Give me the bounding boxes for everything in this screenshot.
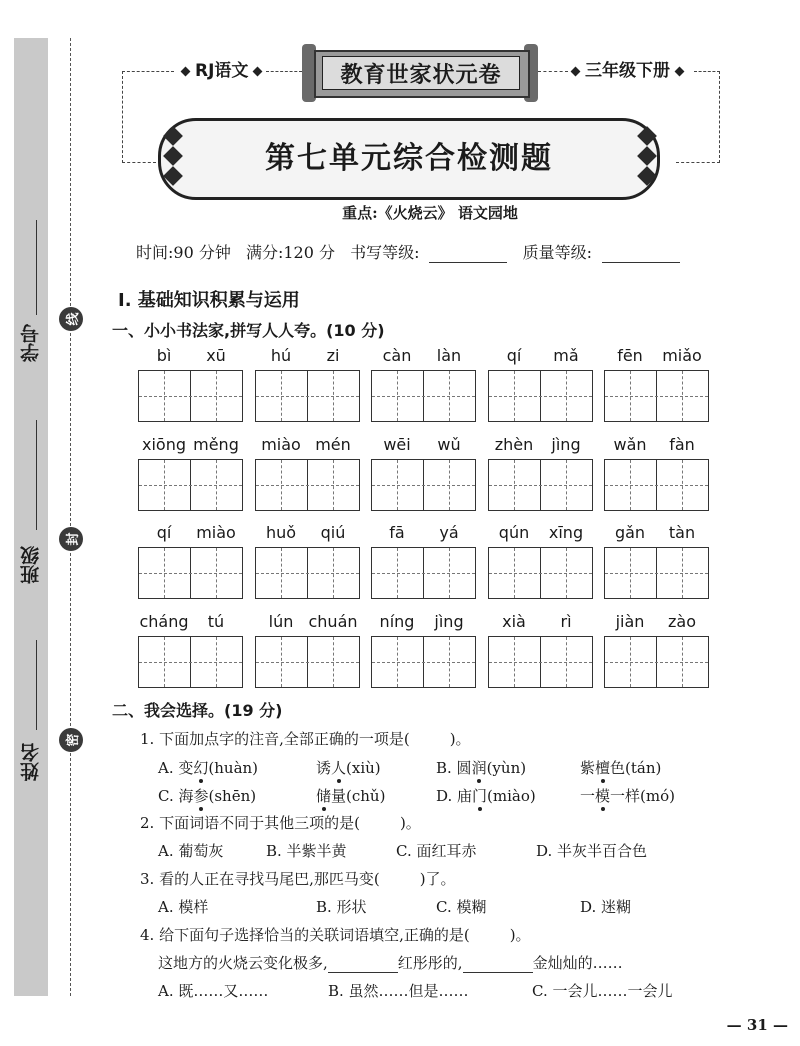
part-title: Ⅰ. 基础知识积累与运用 [118,290,300,311]
q2-3-option-a[interactable]: A. 模样 [158,898,209,916]
pinyin-syllable: měng [193,435,239,454]
q2-3-option-b[interactable]: B. 形状 [316,898,367,916]
q2-1-option-d2[interactable]: 一模一样(mó) [580,787,675,805]
character-writing-box[interactable] [488,370,593,422]
pinyin-syllable: lún [268,612,294,631]
pinyin-syllable: qí [156,523,172,542]
time-limit: 时间:90 分钟 [136,243,231,262]
fill-blank[interactable] [328,958,398,973]
character-writing-box[interactable] [488,547,593,599]
q2-4-option-a[interactable]: A. 既……又…… [158,982,269,1000]
pinyin-syllable: làn [436,346,462,365]
pinyin-syllable: wǎn [613,435,647,454]
full-score: 满分:120 分 [245,243,335,262]
q2-1-option-b2[interactable]: 紫檀色(tán) [580,759,662,777]
pinyin-syllable: jìng [551,435,581,454]
focus-topics: 重点:《火烧云》 语文园地 [342,204,518,222]
subject-tag: RJ语文 [176,60,267,82]
student-id-label: 学号 [20,324,42,362]
q2-1-option-c1[interactable]: C. 海参(shēn) [158,787,257,805]
pinyin-syllable: huǒ [265,523,297,542]
q2-3-stem: 3. 看的人正在寻找马尾巴,那匹马变( )了。 [140,870,456,888]
fill-blank[interactable] [463,958,533,973]
seal-seal-mark: 封 [59,527,83,551]
pinyin-syllable: qún [498,523,530,542]
name-label: 姓名 [20,743,42,781]
pinyin-syllable: xīng [548,523,584,542]
character-writing-box[interactable] [255,636,360,688]
character-writing-box[interactable] [604,459,709,511]
pinyin-syllable: xiōng [142,435,186,454]
character-writing-box[interactable] [138,547,243,599]
q2-1-option-a1[interactable]: A. 变幻(huàn) [158,759,259,777]
pinyin-syllable: fēn [617,346,643,365]
grade-tag: 三年级下册 [566,60,689,82]
q2-3-option-d[interactable]: D. 迷糊 [580,898,632,916]
q2-4-option-b[interactable]: B. 虽然……但是…… [328,982,469,1000]
character-writing-box[interactable] [488,459,593,511]
q2-1-option-a2[interactable]: 诱人(xiù) [316,759,381,777]
pinyin-syllable: bì [156,346,172,365]
pinyin-syllable: mǎ [553,346,579,365]
q2-2-option-c[interactable]: C. 面红耳赤 [396,842,477,860]
pinyin-syllable: zhèn [494,435,534,454]
pinyin-syllable: miào [196,523,236,542]
character-writing-box[interactable] [138,459,243,511]
character-writing-box[interactable] [371,459,476,511]
pinyin-syllable: wǔ [437,435,461,454]
character-writing-box[interactable] [138,370,243,422]
pinyin-syllable: càn [382,346,412,365]
series-title: 教育世家状元卷 [322,56,520,90]
pinyin-syllable: miào [261,435,301,454]
pinyin-syllable: gǎn [614,523,646,542]
q2-1-option-b1[interactable]: B. 圆润(yùn) [436,759,527,777]
seal-line-mark: 线 [59,307,83,331]
q2-4-stem: 4. 给下面句子选择恰当的关联词语填空,正确的是( )。 [140,926,531,944]
quality-grade-label: 质量等级: [522,243,592,262]
q2-2-option-a[interactable]: A. 葡萄灰 [158,842,224,860]
page-title: 第七单元综合检测题 [265,141,553,176]
pinyin-syllable: fàn [669,435,695,454]
q2-1-stem: 1. 下面加点字的注音,全部正确的一项是( )。 [140,730,471,748]
pinyin-syllable: qí [506,346,522,365]
pinyin-syllable: miǎo [662,346,702,365]
character-writing-box[interactable] [371,636,476,688]
pinyin-syllable: mén [315,435,351,454]
pinyin-syllable: fā [389,523,405,542]
character-writing-box[interactable] [604,370,709,422]
q2-2-stem: 2. 下面词语不同于其他三项的是( )。 [140,814,421,832]
character-writing-box[interactable] [604,547,709,599]
character-writing-box[interactable] [604,636,709,688]
q2-1-option-c2[interactable]: 储量(chǔ) [316,787,386,805]
question-2-title: 二、我会选择。(19 分) [112,701,283,720]
pinyin-syllable: jìng [434,612,464,631]
q2-4-sentence: 这地方的火烧云变化极多, 红彤彤的, 金灿灿的…… [158,954,623,972]
pinyin-syllable: qiú [320,523,346,542]
q2-4-option-c[interactable]: C. 一会儿……一会儿 [532,982,673,1000]
seal-secret-mark: 密 [59,728,83,752]
writing-grade-label: 书写等级: [350,243,420,262]
pinyin-syllable: wēi [383,435,411,454]
pinyin-syllable: cháng [139,612,189,631]
pinyin-syllable: zi [326,346,340,365]
q2-2-option-b[interactable]: B. 半紫半黄 [266,842,347,860]
q2-2-option-d[interactable]: D. 半灰半百合色 [536,842,648,860]
character-writing-box[interactable] [371,547,476,599]
pinyin-syllable: hú [270,346,292,365]
character-writing-box[interactable] [255,547,360,599]
pinyin-syllable: xū [206,346,226,365]
character-writing-box[interactable] [371,370,476,422]
pinyin-syllable: zào [668,612,696,631]
pinyin-syllable: tàn [668,523,696,542]
pinyin-syllable: tú [207,612,225,631]
character-writing-box[interactable] [488,636,593,688]
question-1-title: 一、小小书法家,拼写人人夸。(10 分) [112,321,385,340]
pinyin-syllable: yá [439,523,459,542]
q2-1-option-d1[interactable]: D. 庙门(miào) [436,787,536,805]
page-number: — 31 — [726,1016,788,1034]
pinyin-syllable: chuán [308,612,358,631]
pinyin-syllable: rì [560,612,572,631]
character-writing-box[interactable] [255,459,360,511]
pinyin-syllable: xià [502,612,526,631]
character-writing-box[interactable] [255,370,360,422]
character-writing-box[interactable] [138,636,243,688]
q2-3-option-c[interactable]: C. 模糊 [436,898,487,916]
pinyin-syllable: jiàn [615,612,645,631]
pinyin-syllable: níng [379,612,415,631]
class-label: 班级 [20,546,42,584]
